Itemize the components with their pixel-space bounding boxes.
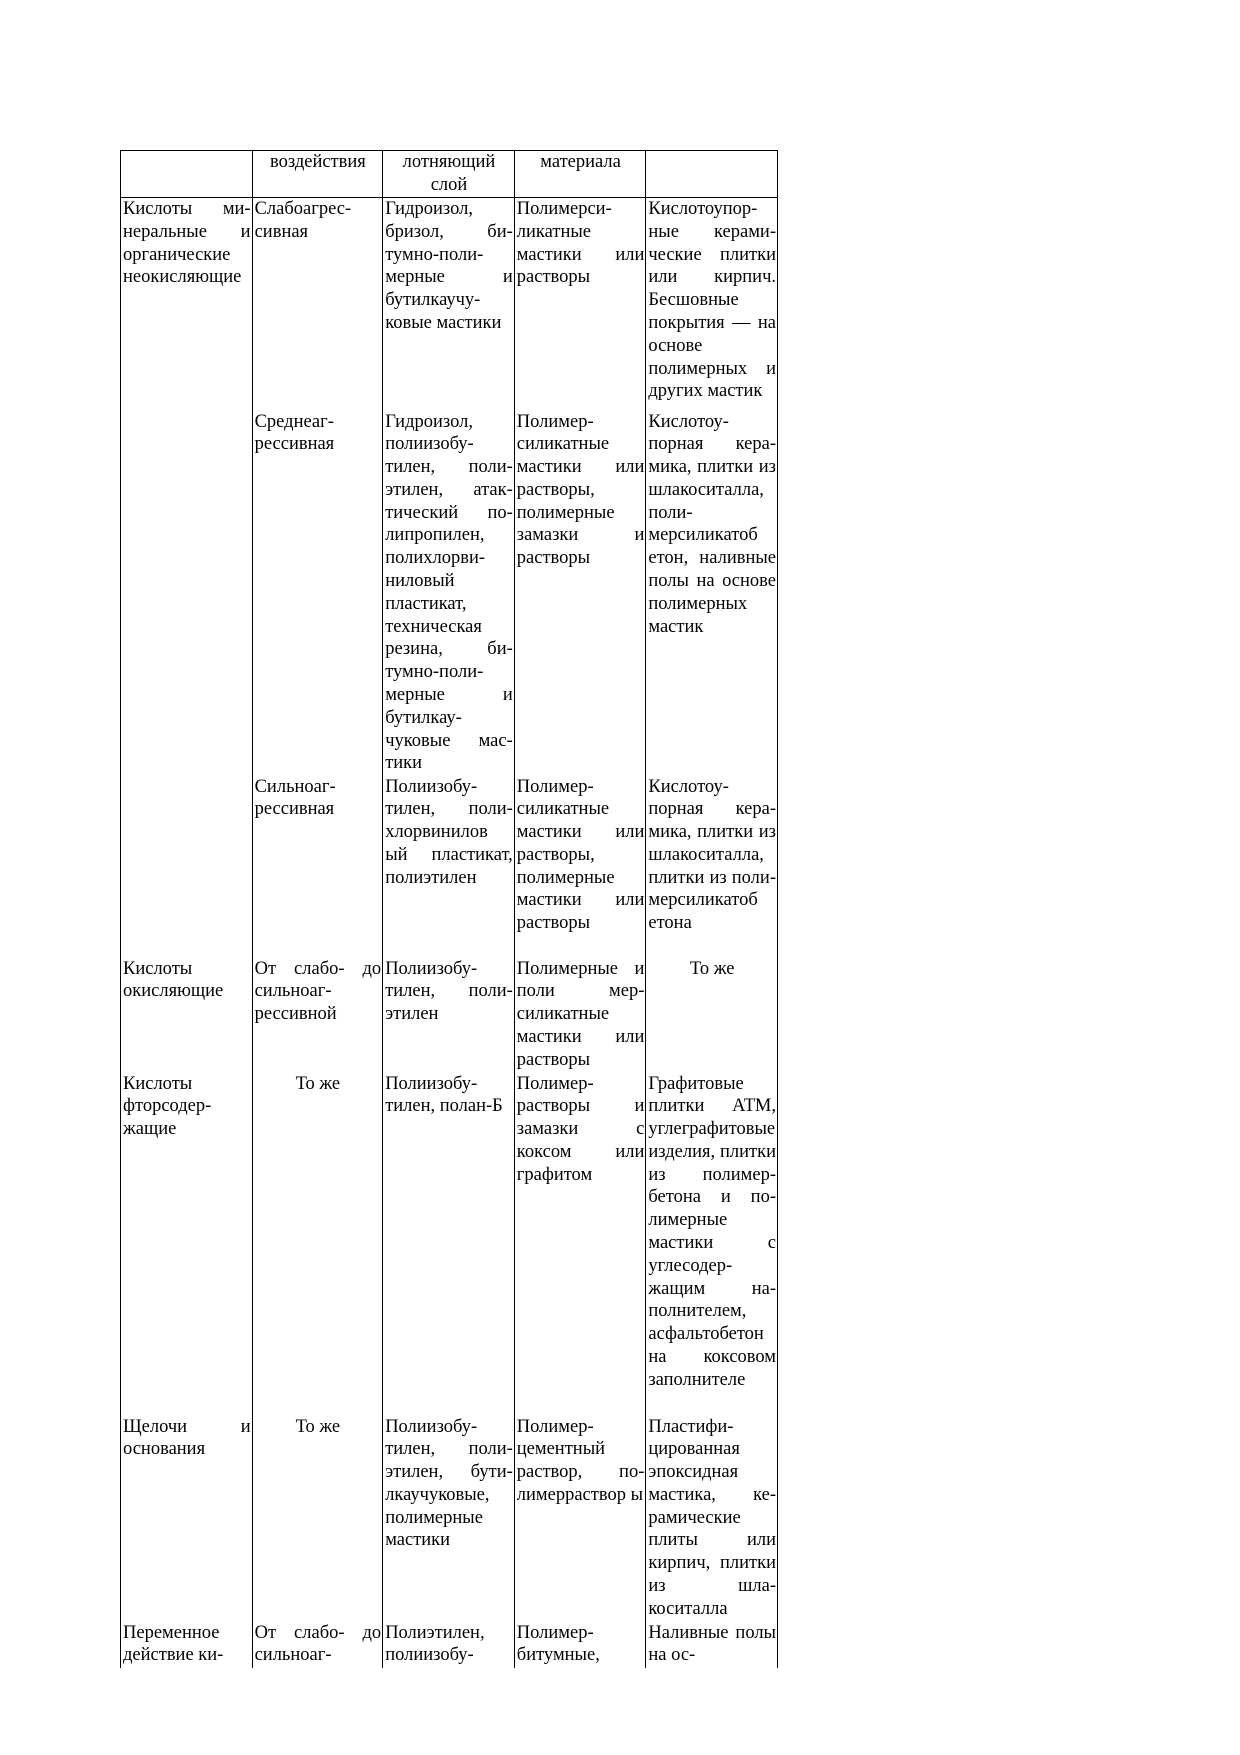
table-row xyxy=(121,1416,778,1622)
header-cell xyxy=(646,151,778,198)
table-cell: Полимерцементный раствор, полимерраствор ы xyxy=(514,1416,646,1622)
table-cell: Полимеррастворы и замазки с коксом или графитом xyxy=(514,1073,646,1416)
table-cell: Щелочи и основания xyxy=(121,1416,253,1622)
table-cell: Наливные полы на ос- xyxy=(646,1622,778,1668)
table-cell: Среднеагрессивная xyxy=(252,411,383,776)
table-cell: Слабоагрессивная xyxy=(252,198,383,411)
table-row xyxy=(121,1622,778,1668)
table-cell: Пластифицированная эпоксидная мастика, керамические плиты или кирпич, плитки из шлакоситалла xyxy=(646,1416,778,1622)
table-cell: Сильноагрессивная xyxy=(252,776,383,958)
table-cell xyxy=(121,776,253,958)
table-cell: Полиизобутилен, полиэтилен xyxy=(383,958,515,1073)
table-row xyxy=(121,1073,778,1416)
table-cell: Графитовые плитки АТМ, углеграфитовые изделия, плитки из полимербетона и полимерные мастики с углесодержащим наполнителем, асфальтобетон на коксовом заполнителе xyxy=(646,1073,778,1416)
table-cell: Полиизобутилен, полиэтилен, бутилкаучуковые, полимерные мастики xyxy=(383,1416,515,1622)
table-cell: Кислоты окисляющие xyxy=(121,958,253,1073)
table-cell: Полиизобутилен, полан-Б xyxy=(383,1073,515,1416)
header-cell: лотняющий слой xyxy=(383,151,515,198)
table-cell: Полиэтилен, полиизобу- xyxy=(383,1622,515,1668)
table-cell: Полимерсиликатные мастики или растворы, полимерные замазки и растворы xyxy=(514,411,646,776)
header-cell: воздействия xyxy=(252,151,383,198)
table-cell: Кислоты фторсодержащие xyxy=(121,1073,253,1416)
table-cell: От слабо- до сильноагрессивной xyxy=(252,958,383,1073)
table-row xyxy=(121,776,778,958)
table-cell: Переменное действие ки- xyxy=(121,1622,253,1668)
table-row xyxy=(121,411,778,776)
table-cell: То же xyxy=(252,1073,383,1416)
header-cell: материала xyxy=(514,151,646,198)
table-cell: Кислотоупорная керамика, плитки из шлакоситалла, плитки из полимерсиликатоб етона xyxy=(646,776,778,958)
table-cell: Кислоты минеральные и органические неокисляющие xyxy=(121,198,253,411)
table-cell: Полимерсиликатные мастики или растворы, полимерные мастики или растворы xyxy=(514,776,646,958)
table-cell: Гидроизол, полиизобутилен, полиэтилен, атактический полипропилен, полихлорвиниловый пластикат, техническая резина, битумно-полимерные и бутилкаучуковые мастики xyxy=(383,411,515,776)
table-row xyxy=(121,958,778,1073)
table-cell: То же xyxy=(646,958,778,1073)
table-cell: Гидроизол, бризол, битумно-полимерные и бутилкаучуковые мастики xyxy=(383,198,515,411)
table-cell: Полимер-битумные, xyxy=(514,1622,646,1668)
table-cell: От слабо- до сильноаг- xyxy=(252,1622,383,1668)
table-row xyxy=(121,198,778,411)
table-cell: Полимерсиликатные мастики или растворы xyxy=(514,198,646,411)
table-cell xyxy=(121,411,253,776)
materials-table xyxy=(120,150,778,1668)
table-header-row xyxy=(121,151,778,198)
table-cell: Полимерные и поли мерсиликатные мастики или растворы xyxy=(514,958,646,1073)
table-cell: Полиизобутилен, полихлорвинилов ый пластикат, полиэтилен xyxy=(383,776,515,958)
table-cell: Кислотоупорные керамические плитки или кирпич. Бесшовные покрытия — на основе полимерных и других мастик xyxy=(646,198,778,411)
header-cell xyxy=(121,151,253,198)
table-cell: То же xyxy=(252,1416,383,1622)
table-cell: Кислотоупорная керамика, плитки из шлакоситалла, полимерсиликатоб етон, наливные полы на основе полимерных мастик xyxy=(646,411,778,776)
